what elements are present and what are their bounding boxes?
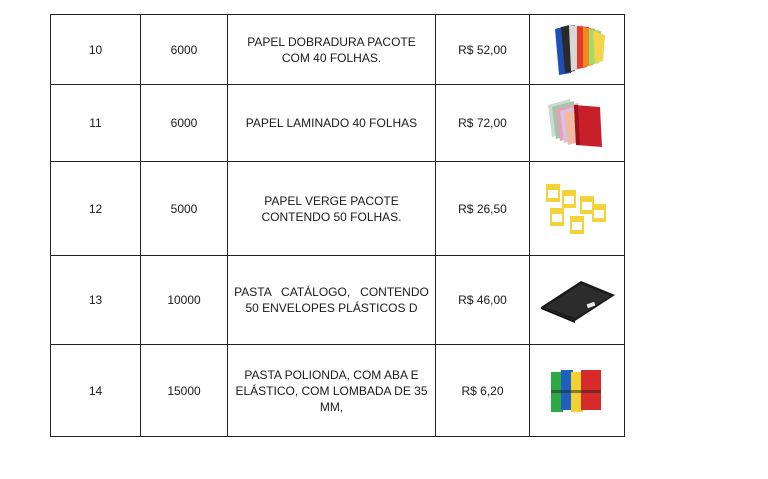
price: R$ 52,00 (436, 15, 530, 85)
item-number: 10 (51, 15, 141, 85)
laminated-paper-sheets-image (544, 95, 610, 151)
description-line: ELÁSTICO, COM LOMBADA DE 35 (235, 383, 428, 398)
description-line: PASTA CATÁLOGO, CONTENDO (234, 285, 429, 299)
description-line: 50 ENVELOPES PLÁSTICOS D (245, 301, 418, 315)
price: R$ 6,20 (436, 345, 530, 437)
table-row (51, 345, 625, 437)
description (228, 85, 436, 162)
description-line: COM 40 FOLHAS. (281, 50, 382, 65)
product-image-cell (530, 162, 625, 256)
description (228, 162, 436, 256)
black-catalog-folder-image (537, 277, 617, 323)
product-image-cell (530, 345, 625, 437)
description (228, 256, 436, 345)
description-line: MM, (319, 399, 344, 414)
table-row (51, 162, 625, 256)
item-number: 14 (51, 345, 141, 437)
description (228, 345, 436, 437)
product-table (50, 14, 625, 437)
price: R$ 72,00 (436, 85, 530, 162)
description-line: CONTENDO 50 FOLHAS. (261, 209, 402, 224)
colored-box-folders-image (547, 366, 607, 416)
product-image-cell (530, 15, 625, 85)
quantity: 6000 (141, 85, 228, 162)
table-row (51, 85, 625, 162)
table-row (51, 15, 625, 85)
quantity: 5000 (141, 162, 228, 256)
description (228, 15, 436, 85)
description-line: PASTA POLIONDA, COM ABA E (244, 367, 419, 382)
colored-folding-paper-fan-image (547, 23, 607, 77)
description-line: PAPEL LAMINADO 40 FOLHAS (245, 116, 418, 130)
description-line: PAPEL DOBRADURA PACOTE (247, 34, 416, 49)
product-image-cell (530, 85, 625, 162)
verge-paper-packs-image (544, 180, 610, 238)
quantity: 6000 (141, 15, 228, 85)
description-line: PAPEL VERGE PACOTE (264, 193, 399, 208)
table-row (51, 256, 625, 345)
product-image-cell (530, 256, 625, 345)
item-number: 13 (51, 256, 141, 345)
item-number: 12 (51, 162, 141, 256)
price: R$ 46,00 (436, 256, 530, 345)
item-number: 11 (51, 85, 141, 162)
price: R$ 26,50 (436, 162, 530, 256)
quantity: 10000 (141, 256, 228, 345)
quantity: 15000 (141, 345, 228, 437)
